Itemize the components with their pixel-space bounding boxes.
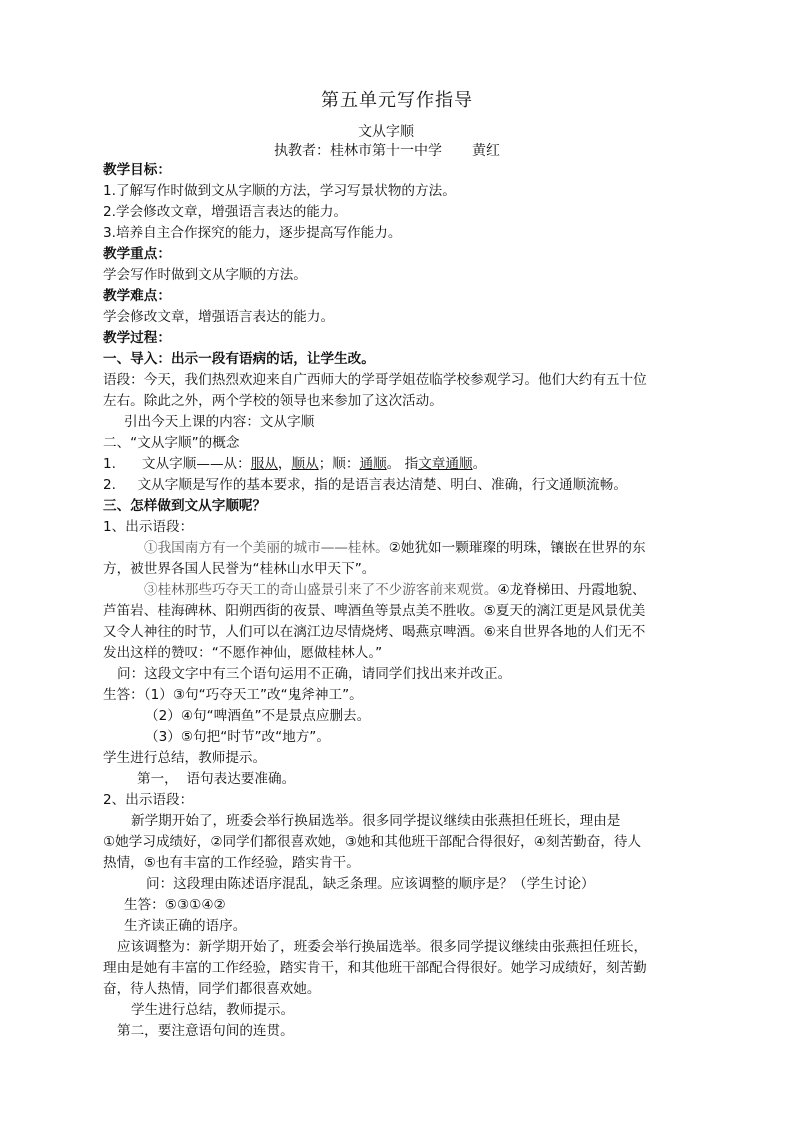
sec1-answer-1: 生答：（1）③句“巧夺天工”改“鬼斧神工”。 — [103, 687, 363, 703]
sec2-answer: 生答：⑤③①④② — [124, 897, 226, 913]
sec1-p1a: ①我国南方有一个美丽的城市——桂林。 — [144, 540, 389, 556]
item1-u3: 通顺 — [359, 456, 387, 472]
sec2-question: 问：这段理由陈述语序混乱，缺乏条理。应该调整的顺序是？（学生讨论） — [146, 876, 595, 892]
goal-item-3: 3.培养自主合作探究的能力，逐步提高写作能力。 — [103, 225, 402, 241]
sec2-read: 生齐读正确的语序。 — [124, 918, 247, 934]
sec1-point: 第一， 语句表达要准确。 — [137, 771, 296, 787]
process-heading: 教学过程： — [103, 330, 171, 346]
sec2-text-2: ①她学习成绩好，②同学们都很喜欢她，③她和其他班干部配合得很好，④刻苦勤奋，待人 — [103, 834, 642, 850]
part1-text-2: 左右。除此之外，两个学校的领导也来参加了这次活动。 — [103, 393, 443, 409]
sec2-adjust-2: 理由是她有丰富的工作经验，踏实肯干，和其他班干部配合得很好。她学习成绩好，刻苦勤 — [103, 960, 647, 976]
sec1-p1-line1 — [144, 538, 734, 558]
part2-item-1 — [103, 454, 693, 474]
subtitle: 文从字顺 — [358, 124, 414, 140]
sec2-adjust-3: 奋，待人热情，同学们都很喜欢她。 — [103, 981, 321, 997]
part3-heading: 三、怎样做到文从字顺呢？ — [103, 498, 267, 514]
key-text: 学会写作时做到文从字顺的方法。 — [103, 267, 307, 283]
sec1-p1-line2: 方，被世界各国人民誉为“桂林山水甲天下”。 — [103, 561, 376, 577]
goal-item-2: 2.学会修改文章，增强语言表达的能力。 — [103, 204, 348, 220]
sec1-label: 1、出示语段： — [103, 519, 194, 535]
item1-num: 1. — [103, 456, 116, 472]
difficult-text: 学会修改文章，增强语言表达的能力。 — [103, 309, 335, 325]
item1-pre: 文从字顺——从： — [141, 456, 251, 472]
sec1-p2-line4: 发出这样的赞叹：“不愿作神仙，愿做桂林人。” — [103, 645, 383, 661]
page-title: 第五单元写作指导 — [321, 90, 473, 111]
sec2-summary: 学生进行总结，教师提示。 — [131, 1002, 295, 1018]
item1-sep1: ， — [277, 456, 292, 472]
sec1-p2a: ③桂林那些巧夺天工的奇山盛景引来了不少游客前来观赏。 — [144, 582, 498, 598]
sec2-label: 2、出示语段： — [103, 792, 194, 808]
goal-item-1: 1.了解写作时做到文从字顺的方法，学习写景状物的方法。 — [103, 183, 456, 199]
sec1-p2b: ④龙脊梯田、丹霞地貌、 — [497, 582, 646, 598]
sec1-answer-2: （2）④句“啤酒鱼”不是景点应删去。 — [145, 708, 371, 724]
difficult-heading: 教学难点： — [103, 288, 171, 304]
sec1-p2-line1 — [144, 580, 734, 600]
item1-u1: 服从 — [250, 456, 278, 472]
sec2-text-1: 新学期开始了，班委会举行换届选举。很多同学提议继续由张燕担任班长，理由是 — [131, 813, 621, 829]
sec1-p2-line3: 又令人神往的时节，人们可以在漓江边尽情烧烤、喝燕京啤酒。⑥来自世界各地的人们无不 — [103, 624, 646, 640]
item1-u4: 文章通顺 — [418, 456, 473, 472]
item1-post: 。 — [472, 456, 487, 472]
sec2-adjust-1: 应该调整为：新学期开始了，班委会举行换届选举。很多同学提议继续由张燕担任班长， — [117, 939, 648, 955]
sec1-question: 问：这段文字中有三个语句运用不正确，请同学们找出来并改正。 — [117, 666, 512, 682]
part1-text-1: 语段：今天，我们热烈欢迎来自广西师大的学哥学姐莅临学校参观学习。他们大约有五十位 — [103, 372, 647, 388]
goals-heading: 教学目标： — [103, 162, 171, 178]
sec1-summary: 学生进行总结，教师提示。 — [103, 750, 267, 766]
part2-item-2: 2. 文从字顺是写作的基本要求，指的是语言表达清楚、明白、准确，行文通顺流畅。 — [103, 477, 627, 493]
sec1-p2-line2: 芦笛岩、桂海碑林、阳朔西街的夜景、啤酒鱼等景点美不胜收。⑤夏天的漓江更是风景优美 — [103, 603, 646, 619]
teacher-name: 黄红 — [472, 143, 500, 159]
sec1-answer-3: （3）⑤句把“时节”改“地方”。 — [145, 729, 330, 745]
part1-heading: 一、导入：出示一段有语病的话，让学生改。 — [103, 351, 375, 367]
item1-mid: ；顺： — [318, 456, 360, 472]
sec1-p1b: ②她犹如一颗璀璨的明珠，镶嵌在世界的东 — [388, 540, 646, 556]
sec2-text-3: 热情，⑤也有丰富的工作经验，踏实肯干。 — [103, 855, 360, 871]
teacher-label: 执教者：桂林市第十一中学 — [274, 143, 442, 159]
part2-heading: 二、“文从字顺”的概念 — [103, 435, 240, 451]
key-heading: 教学重点： — [103, 246, 171, 262]
sec2-point: 第二，要注意语句间的连贯。 — [117, 1023, 294, 1039]
item1-u2: 顺从 — [291, 456, 319, 472]
part1-text-3: 引出今天上课的内容：文从字顺 — [124, 414, 315, 430]
item1-sep2: 。 指 — [386, 456, 419, 472]
